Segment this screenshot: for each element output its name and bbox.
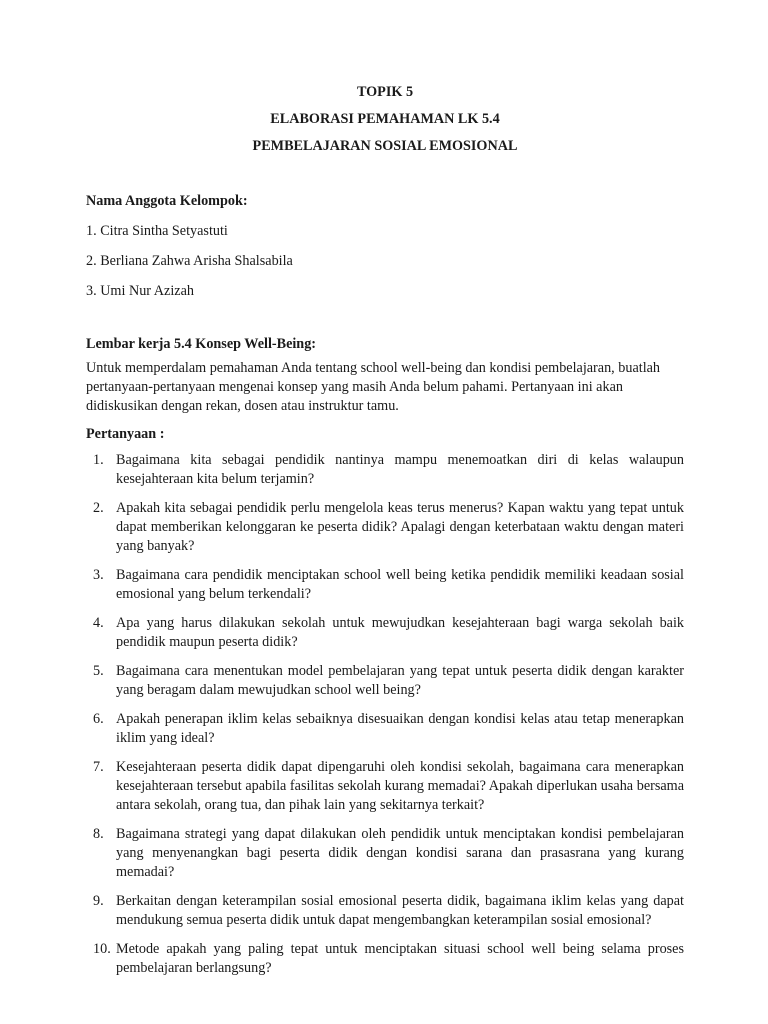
member-item: 3. Umi Nur Azizah: [86, 283, 194, 299]
question-number: 4.: [93, 615, 104, 631]
worksheet-heading: Lembar kerja 5.4 Konsep Well-Being:: [86, 336, 317, 352]
document-subtitle: PEMBELAJARAN SOSIAL EMOSIONAL: [252, 138, 518, 154]
question-list: [86, 451, 684, 978]
question-text: Bagaimana cara menentukan model pembelajaran yang tepat untuk peserta didik dengan karakter yang beragam dalam mewujudkan school well being?: [116, 663, 684, 698]
question-text: Apa yang harus dilakukan sekolah untuk mewujudkan kesejahteraan bagi warga sekolah baik pendidik maupun peserta didik?: [116, 615, 684, 650]
member-item: 1. Citra Sintha Setyastuti: [86, 223, 228, 239]
question-item: [86, 940, 684, 978]
worksheet-intro: Untuk memperdalam pemahaman Anda tentang school well-being dan kondisi pembelajaran, buatlah pertanyaan-pertanyaan mengenai konsep yang masih Anda belum pahami. Pertanyaan ini akan didiskusikan dengan rekan, dosen atau instruktur tamu.: [86, 360, 661, 414]
question-text: Bagaimana kita sebagai pendidik nantinya mampu menemoatkan diri di kelas walaupun kesejahteraan kita belum terjamin?: [116, 452, 684, 487]
question-number: 1.: [93, 452, 104, 468]
question-item: [86, 614, 684, 652]
question-text: Apakah kita sebagai pendidik perlu mengelola keas terus menerus? Kapan waktu yang tepat untuk dapat memberikan kelonggaran ke peserta didik? Apalagi dengan keterbataan waktu dengan materi yang banyak?: [116, 500, 684, 554]
question-text: Bagaimana strategi yang dapat dilakukan oleh pendidik untuk menciptakan kondisi pembelajaran yang menyenangkan bagi peserta didik dengan kondisi sarana dan prasasrana yang kurang memadai?: [116, 826, 684, 880]
question-number: 5.: [93, 663, 104, 679]
question-number: 7.: [93, 759, 104, 775]
document-page: [86, 80, 684, 988]
question-item: [86, 710, 684, 748]
question-number: 3.: [93, 567, 104, 583]
question-number: 6.: [93, 711, 104, 727]
question-text: Kesejahteraan peserta didik dapat dipengaruhi oleh kondisi sekolah, bagaimana cara menerapkan kesejahteraan tersebut apabila fasilitas sekolah kurang memadai? Apakah diperlukan usaha bersama antara sekolah, orang tua, dan pihak lain yang sekitarnya terkait?: [116, 759, 684, 813]
question-item: [86, 451, 684, 489]
question-number: 8.: [93, 826, 104, 842]
question-item: [86, 825, 684, 882]
question-item: [86, 892, 684, 930]
question-text: Apakah penerapan iklim kelas sebaiknya disesuaikan dengan kondisi kelas atau tetap menerapkan iklim yang ideal?: [116, 711, 684, 746]
question-item: [86, 662, 684, 700]
document-title: ELABORASI PEMAHAMAN LK 5.4: [270, 111, 500, 127]
question-item: [86, 499, 684, 556]
question-number: 9.: [93, 893, 104, 909]
question-text: Metode apakah yang paling tepat untuk menciptakan situasi school well being selama proses pembelajaran berlangsung?: [116, 941, 684, 976]
question-number: 10.: [93, 941, 111, 957]
question-item: [86, 566, 684, 604]
question-number: 2.: [93, 500, 104, 516]
question-item: [86, 758, 684, 815]
question-text: Bagaimana cara pendidik menciptakan school well being ketika pendidik memiliki keadaan sosial emosional yang belum terkendali?: [116, 567, 684, 602]
members-heading: Nama Anggota Kelompok:: [86, 193, 248, 209]
member-item: 2. Berliana Zahwa Arisha Shalsabila: [86, 253, 293, 269]
questions-heading: Pertanyaan :: [86, 426, 165, 442]
question-text: Berkaitan dengan keterampilan sosial emosional peserta didik, bagaimana iklim kelas yang dapat mendukung semua peserta didik untuk dapat mengembangkan keterampilan sosial emosional?: [116, 893, 684, 928]
topic-title: TOPIK 5: [356, 84, 414, 100]
